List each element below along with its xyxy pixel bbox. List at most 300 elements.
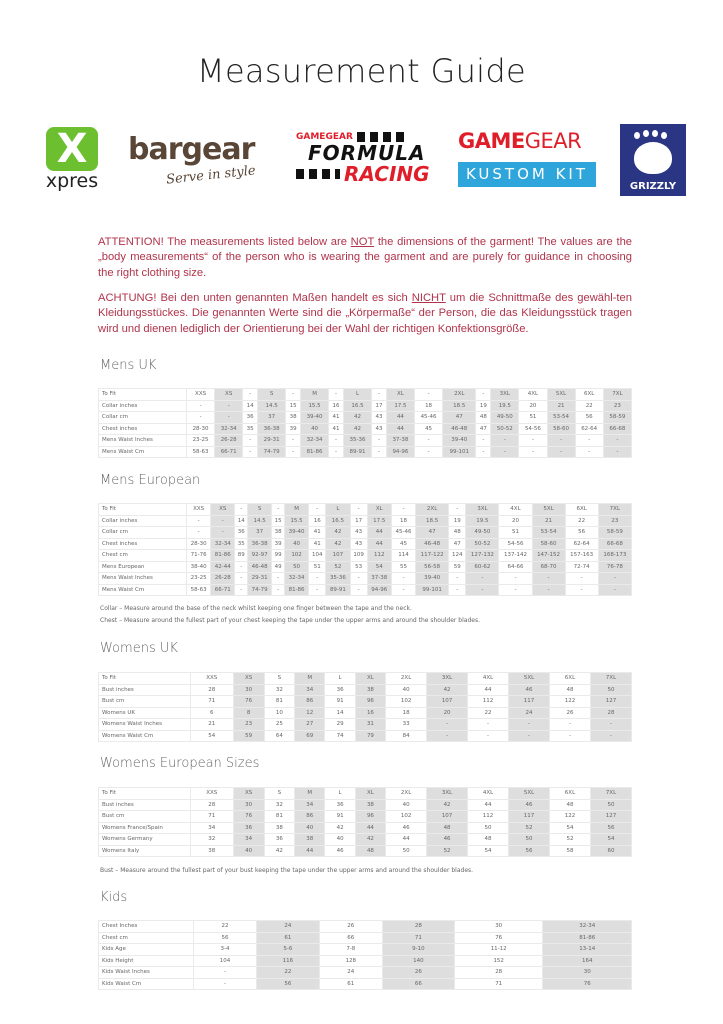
table-row bbox=[99, 389, 632, 401]
table-cell: 58-59 bbox=[598, 527, 631, 539]
table-cell: 23 bbox=[603, 400, 631, 412]
table-cell: 7XL bbox=[590, 788, 631, 800]
table-cell: - bbox=[243, 446, 258, 458]
table-cell: 44 bbox=[367, 538, 391, 550]
table-cell: - bbox=[215, 400, 243, 412]
table-row bbox=[99, 845, 632, 857]
table-cell: 4XL bbox=[519, 389, 547, 401]
table-cell: 37 bbox=[258, 412, 286, 424]
table-cell: 127 bbox=[590, 696, 631, 708]
table-cell: 30 bbox=[454, 921, 543, 933]
table-cell: 15.5 bbox=[301, 400, 329, 412]
table-cell: 74 bbox=[325, 730, 355, 742]
table-row bbox=[99, 550, 632, 562]
table-cell: - bbox=[549, 730, 590, 742]
table-cell: - bbox=[449, 573, 466, 585]
table-cell: 32 bbox=[264, 684, 294, 696]
table-cell: 41 bbox=[329, 412, 344, 424]
table-cell: 102 bbox=[284, 550, 308, 562]
grizzly-logo bbox=[620, 124, 686, 196]
table-cell: 28-30 bbox=[187, 538, 211, 550]
table-cell: 147-152 bbox=[532, 550, 565, 562]
xpres-logo bbox=[40, 127, 104, 195]
row-label: Womens Germany bbox=[99, 834, 191, 846]
table-cell: 16 bbox=[329, 400, 344, 412]
table-cell: 36 bbox=[325, 684, 355, 696]
table-cell: 46-48 bbox=[443, 423, 476, 435]
table-cell: - bbox=[372, 446, 387, 458]
table-cell: 164 bbox=[543, 955, 632, 967]
table-cell: M bbox=[295, 788, 325, 800]
table-cell: 28 bbox=[454, 967, 543, 979]
table-cell: - bbox=[575, 435, 603, 447]
table-cell: 56 bbox=[194, 932, 257, 944]
table-cell: - bbox=[329, 435, 344, 447]
table-cell: M bbox=[301, 389, 329, 401]
table-cell: 38 bbox=[272, 527, 285, 539]
table-cell: 44 bbox=[386, 423, 414, 435]
table-cell: 17.5 bbox=[386, 400, 414, 412]
table-cell: 92-97 bbox=[248, 550, 272, 562]
table-cell: 96 bbox=[355, 696, 385, 708]
table-cell: 6XL bbox=[575, 389, 603, 401]
row-label: Kids Waist Inches bbox=[99, 967, 194, 979]
brand-logos bbox=[0, 122, 723, 197]
table-cell: 45-46 bbox=[415, 412, 443, 424]
table-cell: 50-52 bbox=[491, 423, 519, 435]
table-cell: 17 bbox=[350, 515, 367, 527]
table-cell: 59 bbox=[233, 730, 264, 742]
table-cell: - bbox=[211, 527, 235, 539]
row-label: Chest cm bbox=[99, 932, 194, 944]
table-cell: 16.5 bbox=[326, 515, 350, 527]
notice-de-suffix: um die Schnittmaße des gewähl-ten Kleidungsstückes. Die genannten Werte sind die „Körpermaße“ der Person, die das Kleidungsstück tragen wird und dienen lediglich der Orientierung bei der Wahl der richtigen Konfektionsgröße. bbox=[98, 292, 632, 335]
table-cell: 42 bbox=[343, 423, 371, 435]
table-cell: 20 bbox=[427, 707, 468, 719]
row-label: Mens Waist Cm bbox=[99, 446, 187, 458]
formula-racing-logo bbox=[296, 132, 431, 196]
table-cell: 5-6 bbox=[256, 944, 319, 956]
table-row bbox=[99, 515, 632, 527]
table-cell: 46 bbox=[509, 799, 550, 811]
table-cell: - bbox=[215, 412, 243, 424]
row-label: Womens France/Spain bbox=[99, 822, 191, 834]
kustom-kit-logo: KUSTOM KIT bbox=[458, 162, 596, 187]
table-cell: 29 bbox=[325, 719, 355, 731]
table-cell: 3XL bbox=[491, 389, 519, 401]
table-cell: 19.5 bbox=[491, 400, 519, 412]
table-cell: 54 bbox=[549, 822, 590, 834]
table-cell: 56 bbox=[590, 822, 631, 834]
row-label: To Fit bbox=[99, 788, 191, 800]
table-cell: 9-10 bbox=[382, 944, 454, 956]
table-cell: 54 bbox=[468, 845, 509, 857]
table-cell: 22 bbox=[468, 707, 509, 719]
table-cell: 37-38 bbox=[367, 573, 391, 585]
table-cell: - bbox=[549, 719, 590, 731]
table-cell: 50 bbox=[386, 845, 427, 857]
table-cell: 4XL bbox=[468, 788, 509, 800]
table-cell: XL bbox=[386, 389, 414, 401]
table-cell: 54-56 bbox=[519, 423, 547, 435]
table-cell: 38 bbox=[191, 845, 234, 857]
table-cell: XS bbox=[215, 389, 243, 401]
table-cell: 30 bbox=[543, 967, 632, 979]
table-cell: 35 bbox=[235, 538, 248, 550]
table-cell: 23-25 bbox=[187, 435, 215, 447]
table-cell: 19 bbox=[476, 400, 491, 412]
table-cell: 48 bbox=[449, 527, 466, 539]
table-cell: 71-76 bbox=[187, 550, 211, 562]
gamegear-logo bbox=[458, 128, 598, 194]
table-cell: 61 bbox=[319, 978, 382, 990]
table-cell: XL bbox=[355, 673, 385, 685]
table-cell: 127-132 bbox=[466, 550, 499, 562]
table-cell: - bbox=[194, 978, 257, 990]
table-cell: XXS bbox=[187, 504, 211, 516]
table-cell: - bbox=[372, 435, 387, 447]
table-cell: - bbox=[499, 584, 532, 596]
table-row bbox=[99, 932, 632, 944]
table-cell: 86 bbox=[295, 811, 325, 823]
row-label: Chest inches bbox=[99, 538, 187, 550]
table-cell: 12 bbox=[295, 707, 325, 719]
table-row bbox=[99, 684, 632, 696]
table-cell: 51 bbox=[499, 527, 532, 539]
table-cell: 74-79 bbox=[258, 446, 286, 458]
table-cell: - bbox=[499, 573, 532, 585]
table-cell: 71 bbox=[382, 932, 454, 944]
table-cell: - bbox=[286, 389, 301, 401]
table-cell: 50 bbox=[590, 684, 631, 696]
table-cell: 16 bbox=[355, 707, 385, 719]
table-cell: 52 bbox=[509, 822, 550, 834]
table-cell: 56-58 bbox=[416, 561, 449, 573]
table-cell: S bbox=[258, 389, 286, 401]
table-cell: - bbox=[391, 504, 415, 516]
table-row bbox=[99, 822, 632, 834]
table-cell: - bbox=[350, 504, 367, 516]
notice-english bbox=[98, 235, 632, 281]
table-row bbox=[99, 967, 632, 979]
table-cell: 107 bbox=[427, 696, 468, 708]
table-row bbox=[99, 527, 632, 539]
table-cell: 40 bbox=[233, 845, 264, 857]
row-label: Mens Waist Inches bbox=[99, 435, 187, 447]
table-cell: 86 bbox=[295, 696, 325, 708]
row-label: Collar cm bbox=[99, 412, 187, 424]
table-cell: 40 bbox=[301, 423, 329, 435]
table-cell: 28 bbox=[590, 707, 631, 719]
table-row bbox=[99, 673, 632, 685]
row-label: Kids Waist Cm bbox=[99, 978, 194, 990]
notice-en-prefix: ATTENTION! The measurements listed below are bbox=[98, 236, 351, 248]
table-cell: 69 bbox=[295, 730, 325, 742]
footnote-collar: Collar – Measure around the base of the neck whilst keeping one finger between the tape and the neck. bbox=[100, 605, 412, 612]
table-cell: 31 bbox=[355, 719, 385, 731]
row-label: Mens Waist Cm bbox=[99, 584, 187, 596]
table-cell: 17.5 bbox=[367, 515, 391, 527]
table-cell: 5XL bbox=[509, 673, 550, 685]
table-cell: 66-68 bbox=[598, 538, 631, 550]
row-label: Bust cm bbox=[99, 811, 191, 823]
table-cell: 13-14 bbox=[543, 944, 632, 956]
row-label: To Fit bbox=[99, 504, 187, 516]
table-cell: 34 bbox=[295, 684, 325, 696]
table-cell: 26 bbox=[549, 707, 590, 719]
table-cell: 76 bbox=[233, 811, 264, 823]
table-cell: 58-60 bbox=[532, 538, 565, 550]
table-cell: 56 bbox=[565, 527, 598, 539]
table-cell: 104 bbox=[309, 550, 326, 562]
table-cell: 39 bbox=[286, 423, 301, 435]
table-cell: 72-74 bbox=[565, 561, 598, 573]
table-cell: - bbox=[466, 584, 499, 596]
formula-text: FORMULA bbox=[308, 141, 426, 165]
bargear-logo-text: bargear bbox=[128, 132, 255, 167]
table-cell: 28-30 bbox=[187, 423, 215, 435]
notice-german bbox=[98, 291, 632, 337]
table-cell: 122 bbox=[549, 811, 590, 823]
table-cell: 89-91 bbox=[343, 446, 371, 458]
table-cell: L bbox=[325, 673, 355, 685]
table-cell: XL bbox=[355, 788, 385, 800]
table-cell: 116 bbox=[256, 955, 319, 967]
table-cell: 44 bbox=[367, 527, 391, 539]
table-cell: 18.5 bbox=[416, 515, 449, 527]
table-cell: - bbox=[309, 584, 326, 596]
formula-racing-brand: GAMEGEAR bbox=[296, 132, 353, 142]
table-cell: - bbox=[476, 435, 491, 447]
table-cell: 18 bbox=[391, 515, 415, 527]
table-row bbox=[99, 707, 632, 719]
table-cell: - bbox=[476, 389, 491, 401]
table-cell: 30 bbox=[233, 799, 264, 811]
table-row bbox=[99, 446, 632, 458]
table-cell: XXS bbox=[191, 673, 234, 685]
table-cell: 30 bbox=[233, 684, 264, 696]
table-cell: - bbox=[565, 573, 598, 585]
table-cell: 76 bbox=[233, 696, 264, 708]
table-cell: 53 bbox=[350, 561, 367, 573]
table-cell: 54 bbox=[367, 561, 391, 573]
table-cell: 23 bbox=[598, 515, 631, 527]
table-cell: 81-86 bbox=[543, 932, 632, 944]
kids-table bbox=[98, 920, 632, 990]
table-cell: 3XL bbox=[427, 788, 468, 800]
table-cell: 24 bbox=[256, 921, 319, 933]
table-cell: - bbox=[415, 446, 443, 458]
table-cell: 21 bbox=[532, 515, 565, 527]
table-row bbox=[99, 788, 632, 800]
table-cell: 38 bbox=[355, 799, 385, 811]
table-cell: 76 bbox=[543, 978, 632, 990]
table-cell: XXS bbox=[191, 788, 234, 800]
table-cell: 45-46 bbox=[391, 527, 415, 539]
table-cell: - bbox=[350, 584, 367, 596]
row-label: Chest cm bbox=[99, 550, 187, 562]
table-cell: 50 bbox=[509, 834, 550, 846]
table-cell: - bbox=[243, 435, 258, 447]
table-cell: 39-40 bbox=[443, 435, 476, 447]
table-cell: 42 bbox=[326, 538, 350, 550]
table-cell: 59 bbox=[449, 561, 466, 573]
table-cell: 53-54 bbox=[547, 412, 575, 424]
table-cell: 2XL bbox=[386, 788, 427, 800]
table-cell: 44 bbox=[386, 834, 427, 846]
table-cell: - bbox=[415, 389, 443, 401]
table-cell: - bbox=[547, 446, 575, 458]
table-cell: 91 bbox=[325, 696, 355, 708]
table-cell: 55 bbox=[391, 561, 415, 573]
table-cell: - bbox=[187, 515, 211, 527]
table-cell: 33 bbox=[386, 719, 427, 731]
table-cell: XXS bbox=[187, 389, 215, 401]
table-cell: 32-34 bbox=[211, 538, 235, 550]
table-cell: - bbox=[194, 967, 257, 979]
table-cell: 45 bbox=[415, 423, 443, 435]
table-cell: 26-28 bbox=[215, 435, 243, 447]
table-row bbox=[99, 799, 632, 811]
table-cell: - bbox=[235, 573, 248, 585]
table-cell: 47 bbox=[449, 538, 466, 550]
table-cell: 44 bbox=[468, 799, 509, 811]
table-row bbox=[99, 412, 632, 424]
table-cell: 35-36 bbox=[326, 573, 350, 585]
table-cell: - bbox=[329, 389, 344, 401]
table-cell: - bbox=[468, 730, 509, 742]
table-cell: 122 bbox=[549, 696, 590, 708]
table-cell: 58-60 bbox=[547, 423, 575, 435]
table-cell: 36 bbox=[264, 834, 294, 846]
notice-de-emphasis: NICHT bbox=[411, 292, 446, 304]
table-cell: 99 bbox=[272, 550, 285, 562]
table-cell: 37-38 bbox=[386, 435, 414, 447]
table-cell: L bbox=[325, 788, 355, 800]
bargear-tagline: Serve in style bbox=[165, 163, 257, 188]
row-label: Collar cm bbox=[99, 527, 187, 539]
table-cell: 102 bbox=[386, 811, 427, 823]
table-cell: 64-66 bbox=[499, 561, 532, 573]
table-cell: 52 bbox=[549, 834, 590, 846]
table-cell: - bbox=[519, 446, 547, 458]
page-title: Measurement Guide bbox=[197, 52, 526, 90]
table-cell: 42 bbox=[325, 822, 355, 834]
table-cell: 39-40 bbox=[301, 412, 329, 424]
table-cell: M bbox=[295, 673, 325, 685]
table-cell: 52 bbox=[427, 845, 468, 857]
table-cell: 48 bbox=[549, 684, 590, 696]
table-cell: 157-163 bbox=[565, 550, 598, 562]
table-cell: 6XL bbox=[565, 504, 598, 516]
table-cell: 44 bbox=[386, 412, 414, 424]
table-cell: 27 bbox=[295, 719, 325, 731]
table-cell: 44 bbox=[468, 684, 509, 696]
table-cell: 58-63 bbox=[187, 584, 211, 596]
table-cell: 60 bbox=[590, 845, 631, 857]
checkered-flag-icon bbox=[296, 169, 340, 179]
table-cell: 49-50 bbox=[466, 527, 499, 539]
table-cell: 48 bbox=[476, 412, 491, 424]
table-cell: - bbox=[532, 584, 565, 596]
table-cell: 28 bbox=[191, 684, 234, 696]
table-cell: - bbox=[598, 573, 631, 585]
table-cell: - bbox=[272, 504, 285, 516]
table-cell: 3-4 bbox=[194, 944, 257, 956]
row-label: Womens Italy bbox=[99, 845, 191, 857]
table-cell: 34 bbox=[191, 822, 234, 834]
table-cell: 41 bbox=[309, 538, 326, 550]
xpres-x-icon: X bbox=[46, 127, 98, 171]
table-cell: 11-12 bbox=[454, 944, 543, 956]
row-label: Bust inches bbox=[99, 799, 191, 811]
table-cell: 66-71 bbox=[211, 584, 235, 596]
table-cell: 24 bbox=[319, 967, 382, 979]
table-row bbox=[99, 955, 632, 967]
table-row bbox=[99, 573, 632, 585]
table-cell: 14 bbox=[235, 515, 248, 527]
table-cell: 29-31 bbox=[258, 435, 286, 447]
table-cell: 28 bbox=[191, 799, 234, 811]
row-label: Mens Waist Inches bbox=[99, 573, 187, 585]
row-label: Womens UK bbox=[99, 707, 191, 719]
table-cell: 48 bbox=[468, 834, 509, 846]
table-cell: - bbox=[415, 435, 443, 447]
table-cell: S bbox=[264, 788, 294, 800]
table-cell: 14.5 bbox=[248, 515, 272, 527]
table-cell: S bbox=[248, 504, 272, 516]
table-cell: 14.5 bbox=[258, 400, 286, 412]
table-cell: 104 bbox=[194, 955, 257, 967]
table-row bbox=[99, 400, 632, 412]
table-row bbox=[99, 944, 632, 956]
table-cell: 66-71 bbox=[215, 446, 243, 458]
table-cell: - bbox=[590, 719, 631, 731]
row-label: Collar inches bbox=[99, 400, 187, 412]
table-cell: 54 bbox=[590, 834, 631, 846]
table-cell: 7XL bbox=[603, 389, 631, 401]
table-cell: 22 bbox=[565, 515, 598, 527]
table-cell: - bbox=[235, 584, 248, 596]
row-label: Bust cm bbox=[99, 696, 191, 708]
table-cell: 44 bbox=[355, 822, 385, 834]
table-cell: - bbox=[468, 719, 509, 731]
table-cell: 39 bbox=[272, 538, 285, 550]
table-cell: 81 bbox=[264, 696, 294, 708]
table-cell: 7XL bbox=[598, 504, 631, 516]
table-cell: 32-34 bbox=[215, 423, 243, 435]
table-cell: - bbox=[509, 730, 550, 742]
notice-en-suffix: the dimensions of the garment! The values are the „body measurements“ of the person who is wearing the garment and are purely for guidance in choosing the right clothing size. bbox=[98, 236, 633, 279]
table-cell: 66-68 bbox=[603, 423, 631, 435]
table-cell: - bbox=[272, 584, 285, 596]
table-cell: 22 bbox=[256, 967, 319, 979]
table-cell: 56 bbox=[509, 845, 550, 857]
table-cell: 40 bbox=[386, 799, 427, 811]
table-cell: 79 bbox=[355, 730, 385, 742]
table-cell: 49-50 bbox=[491, 412, 519, 424]
table-cell: 7XL bbox=[590, 673, 631, 685]
table-cell: 2XL bbox=[386, 673, 427, 685]
table-cell: 28 bbox=[382, 921, 454, 933]
table-cell: 15 bbox=[286, 400, 301, 412]
table-cell: 18.5 bbox=[443, 400, 476, 412]
table-cell: 47 bbox=[416, 527, 449, 539]
table-cell: L bbox=[326, 504, 350, 516]
table-cell: 39-40 bbox=[284, 527, 308, 539]
table-cell: - bbox=[391, 573, 415, 585]
table-cell: - bbox=[427, 730, 468, 742]
